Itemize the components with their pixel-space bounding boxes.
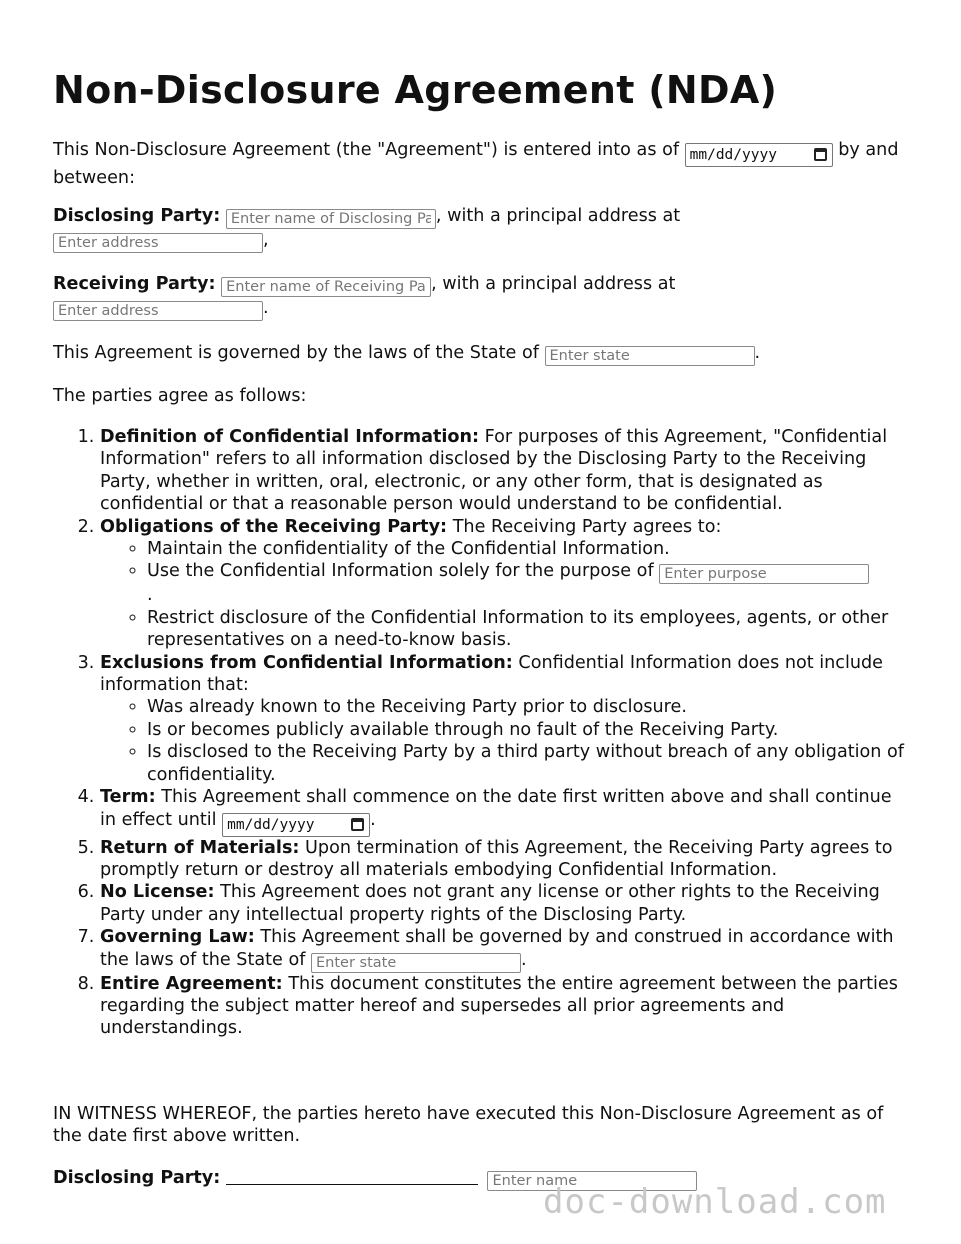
clauses-section <box>53 426 909 1040</box>
clause-title: Definition of Confidential Information: <box>100 427 480 447</box>
clause-text: This Agreement shall commence on the date first written above and shall continue in effect until <box>100 787 892 830</box>
clause-title: Exclusions from Confidential Information: <box>100 652 513 673</box>
calendar-icon[interactable] <box>814 148 827 161</box>
list-item: ◦ Restrict disclosure of the Confidential Information to its employees, agents, or other representatives on a need-to-know basis. <box>147 607 909 652</box>
intro-text-after: by and between: <box>53 140 899 188</box>
address-text: , with a principal address at <box>431 274 676 294</box>
date-placeholder: mm/dd/yyyy <box>689 147 777 163</box>
punctuation: . <box>521 949 527 970</box>
list-item: ◦ Is disclosed to the Receiving Party by a third party without breach of any obligation of confidentiality. <box>147 741 909 786</box>
clause-text: The Receiving Party agrees to: <box>452 516 722 537</box>
clause-title: Term: <box>100 787 156 808</box>
clause-7 <box>100 926 909 972</box>
clause-6 <box>100 881 909 926</box>
purpose-input[interactable] <box>659 564 869 584</box>
clause-text: This document constitutes the entire agreement between the parties regarding the subject matter hereof and supersedes all prior agreements and understandings. <box>100 973 898 1039</box>
clause-5 <box>100 837 909 882</box>
agreement-date-input[interactable] <box>685 143 833 167</box>
punctuation: , <box>263 230 269 250</box>
clause-text: For purposes of this Agreement, "Confidential Information" refers to all information disclosed by the Disclosing Party to the Receiving Party, whether in written, oral, electronic, or any other form, that is designated as confidential or that a reasonable person would understand to be confidential. <box>100 427 888 515</box>
governed-paragraph <box>53 342 909 366</box>
list-item <box>147 560 909 606</box>
list-item: ◦ Was already known to the Receiving Party prior to disclosure. <box>147 696 909 718</box>
signature-line[interactable] <box>226 1166 478 1185</box>
address-text: , with a principal address at <box>435 206 681 226</box>
clause-4 <box>100 786 909 836</box>
calendar-icon[interactable] <box>351 818 364 831</box>
page-title: Non-Disclosure Agreement (NDA) <box>53 68 778 112</box>
clause-title: No License: <box>100 882 215 903</box>
governed-text: This Agreement is governed by the laws of the State of <box>53 343 539 363</box>
receiving-party-address-input[interactable] <box>53 301 263 321</box>
disclosing-party-name-input[interactable] <box>226 209 436 229</box>
governing-law-state-input[interactable] <box>311 953 521 973</box>
clause-3 <box>100 652 909 786</box>
governing-state-input[interactable] <box>545 346 755 366</box>
exclusions-list <box>100 696 909 786</box>
date-placeholder: mm/dd/yyyy <box>227 816 315 833</box>
clause-text: Confidential Information does not include information that: <box>100 652 883 696</box>
clause-title: Obligations of the Receiving Party: <box>100 516 448 537</box>
disclosing-party-paragraph <box>53 205 909 253</box>
clause-8 <box>100 973 909 1040</box>
clause-title: Return of Materials: <box>100 837 300 858</box>
agree-text: The parties agree as follows: <box>53 386 307 406</box>
receiving-party-name-input[interactable] <box>221 277 431 297</box>
punctuation: . <box>370 809 376 830</box>
witness-paragraph: IN WITNESS WHEREOF, the parties hereto have executed this Non-Disclosure Agreement as of the date first above written. <box>53 1104 884 1147</box>
term-end-date-input[interactable] <box>222 813 370 837</box>
obligations-list <box>100 538 909 652</box>
clause-title: Governing Law: <box>100 927 255 948</box>
list-item-text: Use the Confidential Information solely for the purpose of <box>147 561 654 582</box>
list-item: ◦ Maintain the confidentiality of the Confidential Information. <box>147 538 909 560</box>
intro-text: This Non-Disclosure Agreement (the "Agreement") is entered into as of <box>53 140 680 160</box>
disclosing-party-label: Disclosing Party: <box>53 206 221 226</box>
clause-text: This Agreement does not grant any license or other rights to the Receiving Party under any intellectual property rights of the Disclosing Party. <box>100 882 880 925</box>
punctuation: . <box>147 585 153 606</box>
punctuation: . <box>263 298 269 318</box>
clause-text: Upon termination of this Agreement, the Receiving Party agrees to promptly return or destroy all materials embodying Confidential Information. <box>100 837 893 880</box>
clause-1 <box>100 426 909 516</box>
clause-2 <box>100 516 909 652</box>
punctuation: . <box>754 343 761 363</box>
watermark: doc-download.com <box>543 1182 887 1222</box>
clause-text: This Agreement shall be governed by and construed in accordance with the laws of the State of <box>100 927 894 970</box>
signature-label: Disclosing Party: <box>53 1168 221 1188</box>
receiving-party-label: Receiving Party: <box>53 274 216 294</box>
disclosing-party-address-input[interactable] <box>53 233 263 253</box>
list-item: ◦ Is or becomes publicly available through no fault of the Receiving Party. <box>147 719 909 741</box>
clause-title: Entire Agreement: <box>100 973 283 994</box>
clauses-list <box>53 426 909 1040</box>
receiving-party-paragraph <box>53 273 909 321</box>
intro-paragraph <box>53 139 909 189</box>
